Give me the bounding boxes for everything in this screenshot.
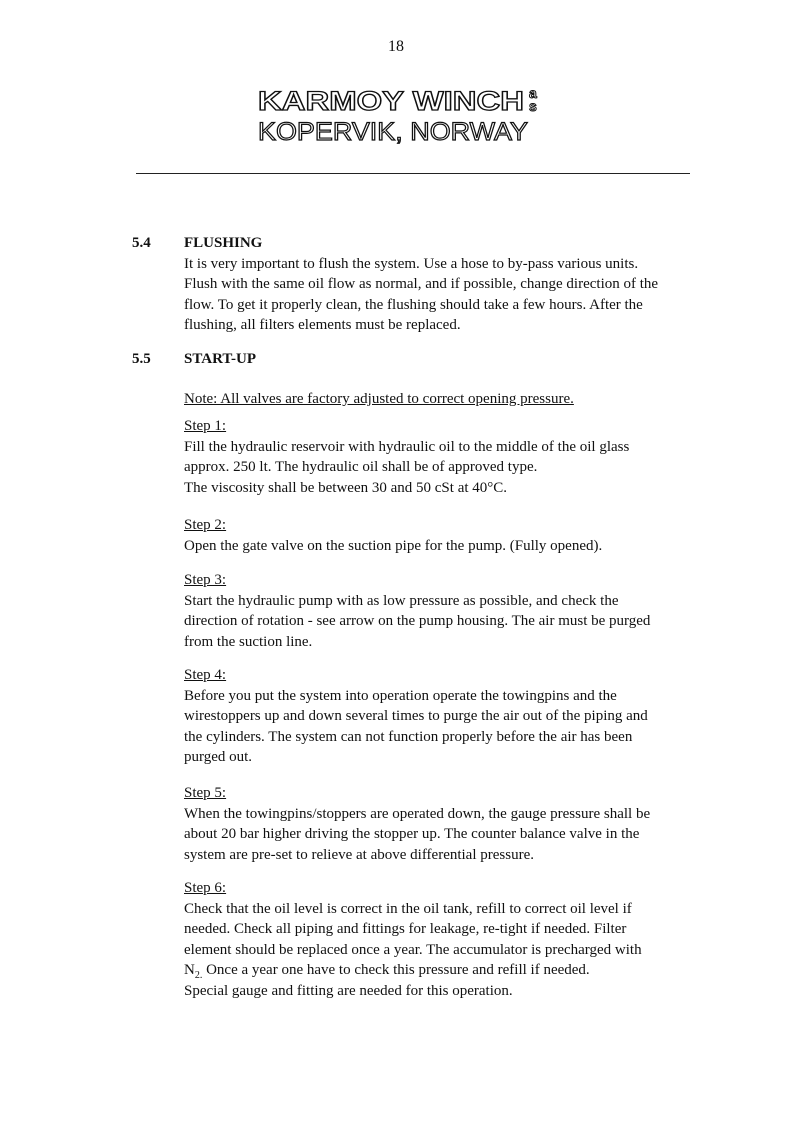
body-line: flushing, all filters elements must be replaced. bbox=[184, 317, 461, 333]
section-flushing bbox=[132, 233, 692, 336]
n2-symbol: N bbox=[184, 962, 195, 978]
step-5 bbox=[184, 783, 694, 865]
section-startup bbox=[132, 349, 692, 370]
step-line: Before you put the system into operation operate the towingpins and the bbox=[184, 687, 617, 704]
step-line: approx. 250 lt. The hydraulic oil shall be of approved type. bbox=[184, 459, 538, 475]
section-number: 5.4 bbox=[132, 235, 151, 251]
page-number: 18 bbox=[388, 38, 404, 55]
factory-note: Note: All valves are factory adjusted to correct opening pressure. bbox=[184, 391, 574, 407]
logo-line1: KARMOY WINCH bbox=[258, 86, 524, 116]
n2-subscript: 2. bbox=[194, 970, 203, 981]
step-line: direction of rotation - see arrow on the pump housing. The air must be purged bbox=[184, 613, 651, 629]
body-line: Flush with the same oil flow as normal, and if possible, change direction of the bbox=[184, 276, 659, 292]
step-1 bbox=[184, 416, 694, 498]
step-line: Special gauge and fitting are needed for this operation. bbox=[184, 982, 513, 999]
company-logo-graphic bbox=[256, 84, 556, 146]
step-4 bbox=[184, 665, 694, 768]
step-line: Open the gate valve on the suction pipe for the pump. (Fully opened). bbox=[184, 537, 603, 554]
step-3 bbox=[184, 570, 694, 652]
body-line: flow. To get it properly clean, the flushing should take a few hours. After the bbox=[184, 296, 643, 313]
step-line: purged out. bbox=[184, 749, 253, 765]
step-line: wirestoppers up and down several times to purge the air out of the piping and bbox=[184, 708, 648, 724]
step-label: Step 1: bbox=[184, 418, 227, 434]
step-6 bbox=[184, 878, 694, 1001]
n2-rest: Once a year one have to check this pressure and refill if needed. bbox=[202, 962, 590, 978]
step-label: Step 4: bbox=[184, 667, 227, 683]
step-line: the cylinders. The system can not function properly before the air has been bbox=[184, 728, 633, 745]
step-line: When the towingpins/stoppers are operated down, the gauge pressure shall be bbox=[184, 805, 651, 822]
logo-suffix-bottom: s bbox=[529, 98, 537, 114]
step-line-n2 bbox=[184, 960, 694, 981]
step-label: Step 5: bbox=[184, 785, 227, 801]
header-divider bbox=[136, 173, 690, 174]
step-line: Fill the hydraulic reservoir with hydraulic oil to the middle of the oil glass bbox=[184, 438, 630, 455]
step-line: Check that the oil level is correct in the oil tank, refill to correct oil level if bbox=[184, 900, 632, 917]
section-body bbox=[184, 254, 692, 336]
logo-line2: KOPERVIK, NORWAY bbox=[258, 118, 529, 146]
step-line: system are pre-set to relieve at above differential pressure. bbox=[184, 846, 534, 863]
section-title: FLUSHING bbox=[184, 235, 263, 251]
step-line: from the suction line. bbox=[184, 633, 313, 650]
section-title: START-UP bbox=[184, 351, 256, 367]
step-line: The viscosity shall be between 30 and 50 cSt at 40°C. bbox=[184, 479, 508, 496]
step-line: about 20 bar higher driving the stopper up. The counter balance valve in the bbox=[184, 826, 640, 842]
step-2 bbox=[184, 515, 694, 556]
step-label: Step 6: bbox=[184, 880, 227, 896]
logo-suffix-top: a bbox=[529, 85, 537, 101]
step-line: Start the hydraulic pump with as low pressure as possible, and check the bbox=[184, 592, 619, 609]
company-logo bbox=[256, 84, 556, 146]
step-label: Step 2: bbox=[184, 517, 227, 533]
step-line: needed. Check all piping and fittings for leakage, re-tight if needed. Filter bbox=[184, 921, 627, 937]
body-line: It is very important to flush the system. Use a hose to by-pass various units. bbox=[184, 255, 639, 272]
step-label: Step 3: bbox=[184, 572, 227, 588]
step-line: element should be replaced once a year. The accumulator is precharged with bbox=[184, 941, 642, 958]
section-number: 5.5 bbox=[132, 351, 151, 367]
